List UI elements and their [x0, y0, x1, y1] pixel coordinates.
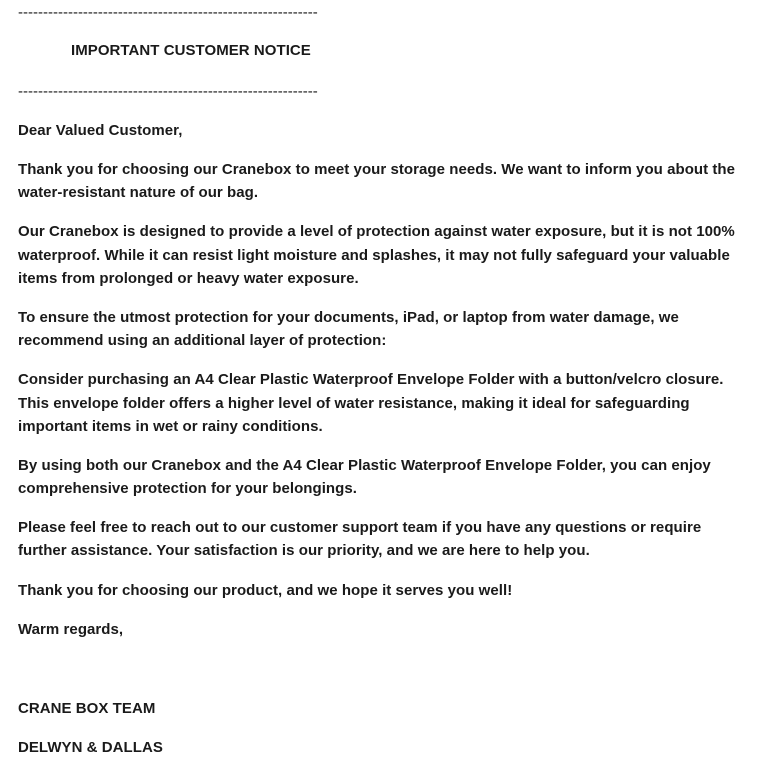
bottom-divider: ------------------------------------------------------------ [18, 83, 318, 100]
paragraph-line: Please feel free to reach out to our customer support team if you have any questions or require [18, 519, 702, 536]
paragraph-line: To ensure the utmost protection for your documents, iPad, or laptop from water damage, we [18, 309, 679, 326]
signature-names: DELWYN & DALLAS [18, 739, 163, 756]
greeting: Dear Valued Customer, [18, 122, 183, 139]
signature-team: CRANE BOX TEAM [18, 700, 156, 717]
closing: Warm regards, [18, 621, 124, 638]
paragraph-line: recommend using an additional layer of protection: [18, 332, 387, 349]
paragraph-line: important items in wet or rainy conditions. [18, 418, 323, 435]
paragraph-line: comprehensive protection for your belongings. [18, 480, 357, 497]
notice-title: IMPORTANT CUSTOMER NOTICE [71, 42, 311, 59]
paragraph-line: items from prolonged or heavy water exposure. [18, 270, 359, 287]
paragraph-line: waterproof. While it can resist light moisture and splashes, it may not fully safeguard your valuable [18, 247, 730, 264]
paragraph-line: This envelope folder offers a higher level of water resistance, making it ideal for safeguarding [18, 395, 690, 412]
paragraph-line: water-resistant nature of our bag. [18, 184, 259, 201]
paragraph-line: Thank you for choosing our Cranebox to meet your storage needs. We want to inform you about the [18, 161, 736, 178]
paragraph-line: By using both our Cranebox and the A4 Clear Plastic Waterproof Envelope Folder, you can enjoy [18, 457, 711, 474]
paragraph-line: further assistance. Your satisfaction is our priority, and we are here to help you. [18, 542, 590, 559]
paragraph-thanks: Thank you for choosing our product, and we hope it serves you well! [18, 582, 513, 599]
paragraph-line: Consider purchasing an A4 Clear Plastic Waterproof Envelope Folder with a button/velcro closure. [18, 371, 724, 388]
paragraph-line: Our Cranebox is designed to provide a level of protection against water exposure, but it is not 100% [18, 223, 735, 240]
top-divider: ------------------------------------------------------------ [18, 4, 318, 21]
